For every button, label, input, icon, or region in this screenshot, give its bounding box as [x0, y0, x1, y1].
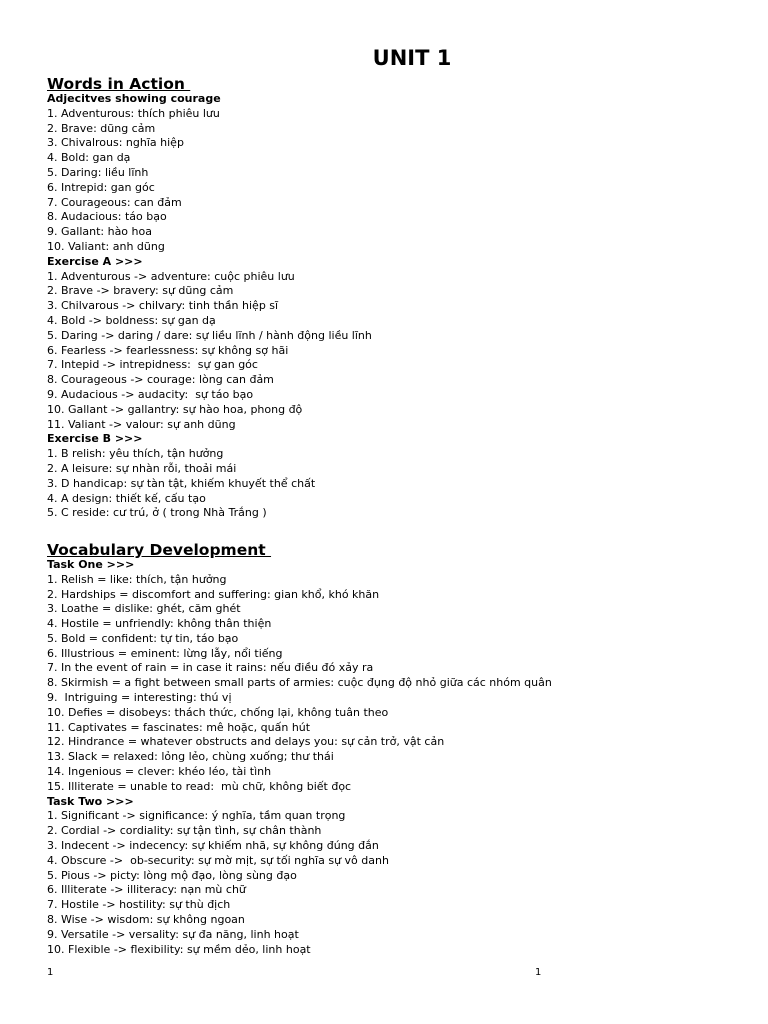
vocab-item: 7. In the event of rain = in case it rains: nếu điều đó xảy ra: [47, 661, 374, 675]
vocab-item: 10. Valiant: anh dũng: [47, 239, 165, 253]
vocab-item: 10. Flexible -> flexibility: sự mềm dẻo, linh hoạt: [47, 942, 311, 956]
vocab-item: 7. Hostile -> hostility: sự thù địch: [47, 898, 231, 912]
vocab-item: 11. Captivates = fascinates: mê hoặc, quấn hút: [47, 720, 311, 734]
vocab-item: 2. Cordial -> cordiality: sự tận tình, sự chân thành: [47, 824, 322, 838]
vocab-item: 4. Hostile = unfriendly: không thân thiện: [47, 617, 272, 631]
vocab-item: 6. Illiterate -> illiteracy: nạn mù chữ: [47, 883, 246, 897]
vocab-item: 7. Courageous: can đảm: [47, 195, 182, 209]
vocab-item: 4. Bold: gan dạ: [47, 151, 131, 165]
section-words-in-action: [47, 76, 747, 521]
vocab-item: 6. Fearless -> fearlessness: sự không sợ hãi: [47, 343, 289, 357]
exercise-subheading: Adjecitves showing courage: [47, 92, 221, 105]
vocab-item: 8. Audacious: táo bạo: [47, 210, 167, 224]
vocab-item: 10. Gallant -> gallantry: sự hào hoa, phong độ: [47, 402, 303, 416]
vocab-item: 8. Wise -> wisdom: sự không ngoan: [47, 913, 245, 927]
exercise-subheading: Exercise B >>>: [47, 432, 143, 446]
vocab-item: 6. Illustrious = eminent: lừng lẫy, nổi tiếng: [47, 646, 283, 660]
vocab-item: 8. Courageous -> courage: lòng can đảm: [47, 373, 274, 387]
vocab-item: 13. Slack = relaxed: lỏng lẻo, chùng xuống; thư thái: [47, 750, 334, 764]
vocab-item: 3. Chilvarous -> chilvary: tinh thần hiệp sĩ: [47, 299, 279, 313]
vocab-item: 3. D handicap: sự tàn tật, khiếm khuyết thể chất: [47, 476, 316, 490]
vocab-item: 6. Intrepid: gan góc: [47, 180, 155, 194]
vocab-item: 9. Versatile -> versality: sự đa năng, linh hoạt: [47, 927, 299, 941]
exercise-subheading: Task Two >>>: [47, 794, 134, 808]
vocab-item: 5. C reside: cư trú, ở ( trong Nhà Trắng ): [47, 506, 267, 520]
vocab-item: 8. Skirmish = a fight between small parts of armies: cuộc đụng độ nhỏ giữa các nhóm quân: [47, 676, 552, 690]
vocab-item: 4. Obscure -> ob-security: sự mờ mịt, sự tối nghĩa sự vô danh: [47, 853, 389, 867]
footer-page-number-right: 1: [535, 967, 542, 978]
vocab-item: 1. Adventurous -> adventure: cuộc phiêu lưu: [47, 269, 295, 283]
section-heading: Words in Action: [47, 75, 191, 93]
vocab-item: 4. Bold -> boldness: sự gan dạ: [47, 313, 216, 327]
vocab-item: 5. Bold = confident: tự tin, táo bạo: [47, 631, 239, 645]
page-title: UNIT 1: [372, 46, 452, 70]
section-vocabulary-development: [47, 542, 747, 958]
section-heading: Vocabulary Development: [47, 540, 272, 559]
vocab-item: 4. A design: thiết kế, cấu tạo: [47, 491, 206, 505]
vocab-item: 7. Intepid -> intrepidness: sự gan góc: [47, 358, 258, 372]
vocab-item: 3. Indecent -> indecency: sự khiếm nhã, sự không đúng đắn: [47, 839, 379, 853]
vocab-item: 9. Intriguing = interesting: thú vị: [47, 691, 232, 705]
vocab-item: 9. Gallant: hào hoa: [47, 225, 152, 239]
vocab-item: 9. Audacious -> audacity: sự táo bạo: [47, 387, 254, 401]
vocab-item: 2. A leisure: sự nhàn rỗi, thoải mái: [47, 461, 237, 475]
vocab-item: 3. Loathe = dislike: ghét, căm ghét: [47, 602, 241, 616]
exercise-subheading: Task One >>>: [47, 557, 135, 571]
vocab-item: 1. Significant -> significance: ý nghĩa, tầm quan trọng: [47, 809, 346, 823]
vocab-item: 3. Chivalrous: nghĩa hiệp: [47, 136, 184, 150]
vocab-item: 1. Adventurous: thích phiêu lưu: [47, 106, 220, 120]
vocab-item: 15. Illiterate = unable to read: mù chữ, không biết đọc: [47, 779, 352, 793]
vocab-item: 1. Relish = like: thích, tận hưởng: [47, 572, 227, 586]
vocab-item: 2. Hardships = discomfort and suffering: gian khổ, khó khăn: [47, 587, 380, 601]
vocab-item: 1. B relish: yêu thích, tận hưởng: [47, 447, 224, 461]
vocab-item: 10. Defies = disobeys: thách thức, chống lại, không tuân theo: [47, 705, 389, 719]
vocab-item: 14. Ingenious = clever: khéo léo, tài tình: [47, 765, 272, 779]
vocab-item: 5. Daring -> daring / dare: sự liều lĩnh / hành động liều lĩnh: [47, 328, 372, 342]
vocab-item: 5. Pious -> picty: lòng mộ đạo, lòng sùng đạo: [47, 868, 297, 882]
vocab-item: 12. Hindrance = whatever obstructs and delays you: sự cản trở, vật cản: [47, 735, 445, 749]
blank-line: [47, 521, 747, 536]
vocab-item: 2. Brave: dũng cảm: [47, 121, 156, 135]
vocab-item: 11. Valiant -> valour: sự anh dũng: [47, 417, 236, 431]
exercise-subheading: Exercise A >>>: [47, 254, 143, 268]
vocab-item: 2. Brave -> bravery: sự dũng cảm: [47, 284, 234, 298]
document-body: [47, 76, 747, 957]
vocab-item: 5. Daring: liều lĩnh: [47, 165, 149, 179]
footer-page-number-left: 1: [47, 967, 54, 978]
